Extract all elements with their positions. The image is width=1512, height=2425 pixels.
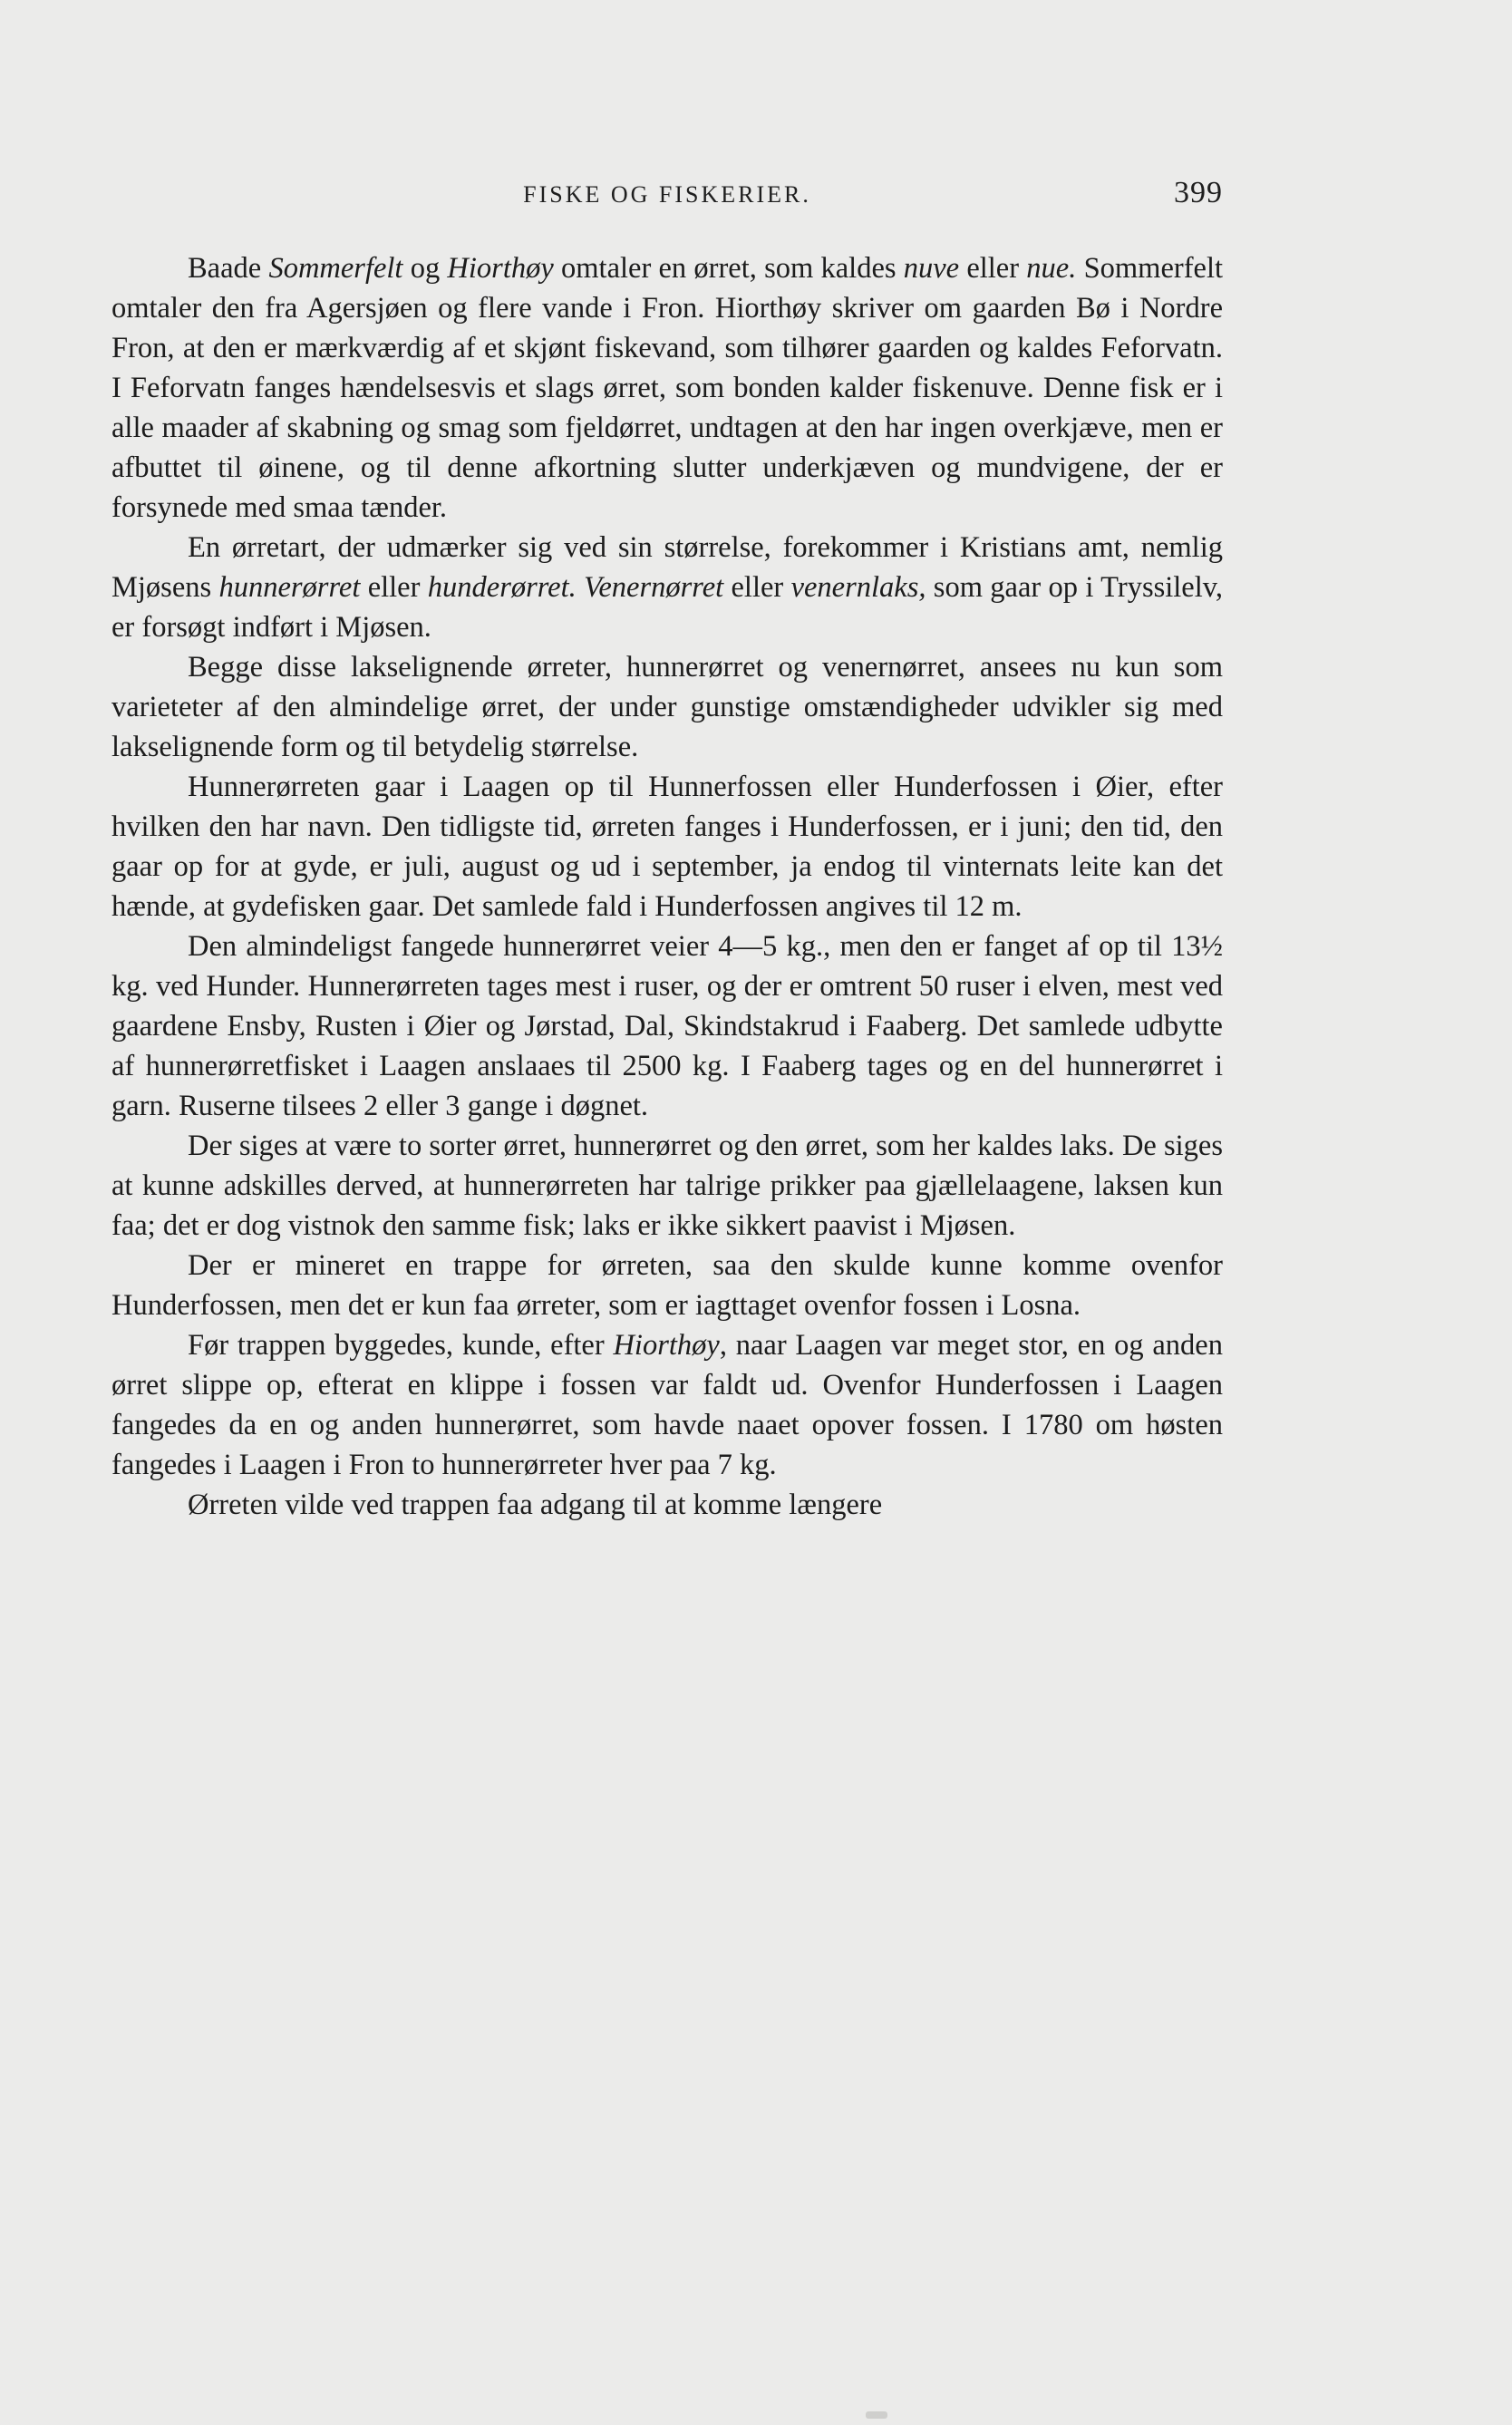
text-run <box>577 571 584 604</box>
text-run: omtaler en ørret, som kaldes <box>553 252 904 285</box>
body-text <box>111 248 1223 1525</box>
paragraph <box>111 767 1223 926</box>
paragraph <box>111 1325 1223 1485</box>
text-run: Hunnerørreten gaar i Laagen op til Hunnerfossen eller Hunderfossen i Øier, efter hvilken den har navn. Den tidligste tid, ørreten fanges i Hunderfossen, er i juni; den tid, den gaar op for at gyde, er juli, august og ud i september, ja endog til vinternats leite kan det hænde, at gydefisken gaar. Det samlede fald i Hunderfossen angives til 12 m. <box>111 771 1223 923</box>
italic-term: hunderørret. <box>427 571 577 604</box>
italic-term: hunnerørret <box>218 571 361 604</box>
text-run: eller <box>959 252 1027 285</box>
text-run: Sommerfelt omtaler den fra Agersjøen og flere vande i Fron. Hiorthøy skriver om gaarden Bø i Nordre Fron, at den er mærkværdig af et skjønt fiskevand, som tilhører gaarden og kaldes Feforvatn. I Feforvatn fanges hændelsesvis et slags ørret, som bonden kalder fiskenuve. Denne fisk er i alle maader af skabning og smag som fjeldørret, undtagen at den har ingen overkjæve, men er afbuttet til øinene, og til denne afkortning slutter underkjæven og mundvigene, der er forsynede med smaa tænder. <box>111 252 1224 524</box>
paragraph <box>111 647 1223 767</box>
italic-term: nue. <box>1026 252 1077 285</box>
text-run: og <box>402 252 448 285</box>
italic-term: Sommerfelt <box>268 252 403 285</box>
paragraph <box>111 926 1223 1126</box>
running-title: FISKE OG FISKERIER. <box>523 181 811 208</box>
page-number: 399 <box>1174 176 1223 209</box>
text-run: , naar Laagen var meget stor, en og anden ørret slippe op, efterat en klippe i fossen var faldt ud. Ovenfor Hunderfossen i Laagen fangedes da en og anden hunnerørret, som havde naaet opover fossen. I 1780 om høsten fangedes i Laagen i Fron to hunnerørreter hver paa 7 kg. <box>111 1329 1223 1481</box>
text-run: Ørreten vilde ved trappen faa adgang til at komme længere <box>188 1489 883 1521</box>
text-run: som gaar op i Tryssilelv, er forsøgt indført i Mjøsen. <box>111 571 1224 644</box>
running-header <box>111 176 1223 216</box>
text-run: Der siges at være to sorter ørret, hunnerørret og den ørret, som her kaldes laks. De siges at kunne adskilles derved, at hunnerørreten har talrige prikker paa gjællelaagene, laksen kun faa; det er dog vistnok den samme fisk; laks er ikke sikkert paavist i Mjøsen. <box>111 1130 1223 1242</box>
page-mark <box>866 2411 887 2419</box>
italic-term: Hiorthøy <box>447 252 554 285</box>
paragraph <box>111 528 1223 647</box>
paragraph <box>111 248 1223 528</box>
text-run: En ørretart, der udmærker sig ved sin størrelse, forekommer i Kristians amt, nemlig Mjøsens <box>111 531 1223 604</box>
paragraph <box>111 1246 1223 1325</box>
italic-term: Venernørret <box>584 571 724 604</box>
paragraph <box>111 1126 1223 1246</box>
text-run: Begge disse lakselignende ørreter, hunnerørret og venernørret, ansees nu kun som varieteter af den almindelige ørret, der under gunstige omstændigheder udvikler sig med lakselignende form og til betydelig størrelse. <box>111 651 1223 763</box>
text-run: eller <box>723 571 791 604</box>
italic-term: venernlaks, <box>790 571 926 604</box>
text-run: Der er mineret en trappe for ørreten, saa den skulde kunne komme ovenfor Hunderfossen, men det er kun faa ørreter, som er iagttaget ovenfor fossen i Losna. <box>111 1249 1223 1322</box>
text-run: Den almindeligst fangede hunnerørret veier 4—5 kg., men den er fanget af op til 13½ kg. ved Hunder. Hunnerørreten tages mest i ruser, og der er omtrent 50 ruser i elven, mest ved gaardene Ensby, Rusten i Øier og Jørstad, Dal, Skindstakrud i Faaberg. Det samlede udbytte af hunnerørretfisket i Laagen anslaaes til 2500 kg. I Faaberg tages og en del hunnerørret i garn. Ruserne tilsees 2 eller 3 gange i døgnet. <box>111 930 1223 1122</box>
italic-term: nuve <box>903 252 960 285</box>
text-run: eller <box>360 571 428 604</box>
text-run: Før trappen byggedes, kunde, efter <box>188 1329 614 1362</box>
italic-term: Hiorthøy <box>613 1329 720 1362</box>
paragraph <box>111 1485 1223 1525</box>
text-run: Baade <box>188 252 269 285</box>
